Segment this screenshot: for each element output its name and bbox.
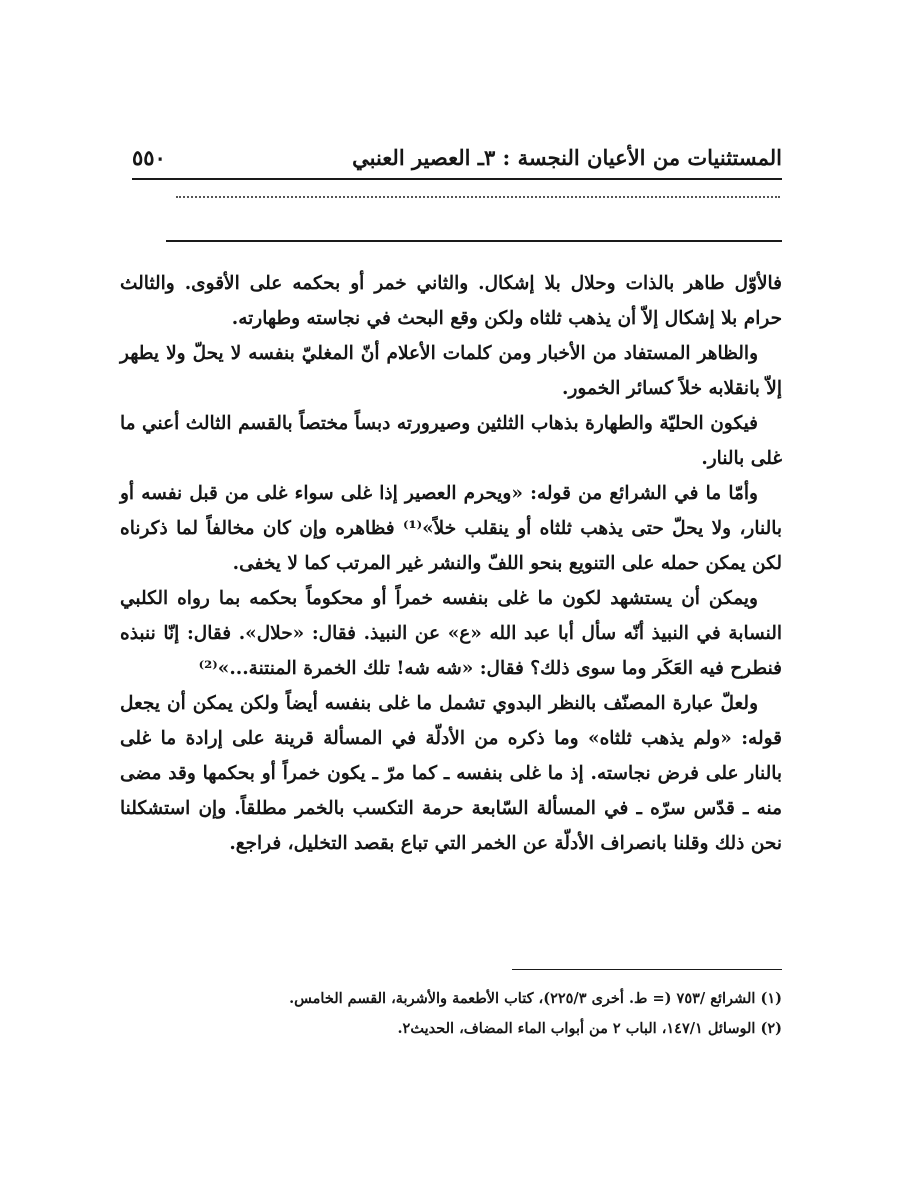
paragraph: ولعلّ عبارة المصنّف بالنظر البدوي تشمل ما غلى بنفسه أيضاً ولكن يمكن أن يجعل قوله: «ولم يذهب ثلثاه» وما ذكره من الأدلّة في المسألة قرينة على إرادة ما غلى بالنار على فرض نجاسته. إذ ما غلى بنفسه ـ كما مرّ ـ يكون خمراً أو بحكمها وقد مضى منه ـ قدّس سرّه ـ في المسألة السّابعة حرمة التكسب بالخمر مطلقاً. وإن استشكلنا نحن ذلك وقلنا بانصراف الأدلّة عن الخمر التي تباع بقصد التخليل، فراجع.: [120, 693, 782, 854]
paragraph: وأمّا ما في الشرائع من قوله: «ويحرم العصير إذا غلى سواء غلى من قبل نفسه أو بالنار، ولا يحلّ حتى يذهب ثلثاه أو ينقلب خلاً»⁽¹⁾ فظاهره وإن كان مخالفاً لما ذكرناه لكن يمكن حمله على التنويع بنحو اللفّ والنشر غير المرتب كما لا يخفى.: [120, 483, 782, 574]
paragraph: فالأوّل طاهر بالذات وحلال بلا إشكال. والثاني خمر أو بحكمه على الأقوى. والثالث حرام بلا إشكال إلاّ أن يذهب ثلثاه ولكن وقع البحث في نجاسته وطهارته.: [120, 273, 782, 329]
page-number: ٥٥٠: [132, 145, 166, 170]
footnote: (٢) الوسائل ١٤٧/١، الباب ٢ من أبواب الماء المضاف، الحديث٢.: [397, 1020, 782, 1037]
footnote-rule: [512, 969, 782, 970]
running-header: [132, 128, 782, 170]
paragraph: والظاهر المستفاد من الأخبار ومن كلمات الأعلام أنّ المغليّ بنفسه لا يحلّ ولا يطهر إلاّ بانقلابه خلاً كسائر الخمور.: [120, 343, 782, 399]
main-text: [120, 266, 782, 861]
section-rule: [166, 240, 782, 242]
footnotes: [200, 984, 782, 1044]
paragraph: فيكون الحليّة والطهارة بذهاب الثلثين وصيرورته دبساً مختصاً بالقسم الثالث أعني ما غلى بالنار.: [120, 413, 782, 469]
paragraph: ويمكن أن يستشهد لكون ما غلى بنفسه خمراً أو محكوماً بحكمه بما رواه الكلبي النسابة في النبيذ أنّه سأل أبا عبد الله «ع» عن النبيذ. فقال: «حلال». فقال: إنّا ننبذه فنطرح فيه العَكَر وما سوى ذلك؟ فقال: «شه شه! تلك الخمرة المنتنة...»⁽²⁾: [120, 588, 782, 679]
dotted-separator: [176, 196, 780, 212]
header-title: المستثنيات من الأعيان النجسة : ٣ـ العصير العنبي: [352, 145, 782, 170]
footnote: (١) الشرائع /٧٥٣ (= ط. أخرى ٢٢٥/٣)، كتاب الأطعمة والأشربة، القسم الخامس.: [289, 990, 782, 1007]
header-rule: [132, 178, 782, 180]
